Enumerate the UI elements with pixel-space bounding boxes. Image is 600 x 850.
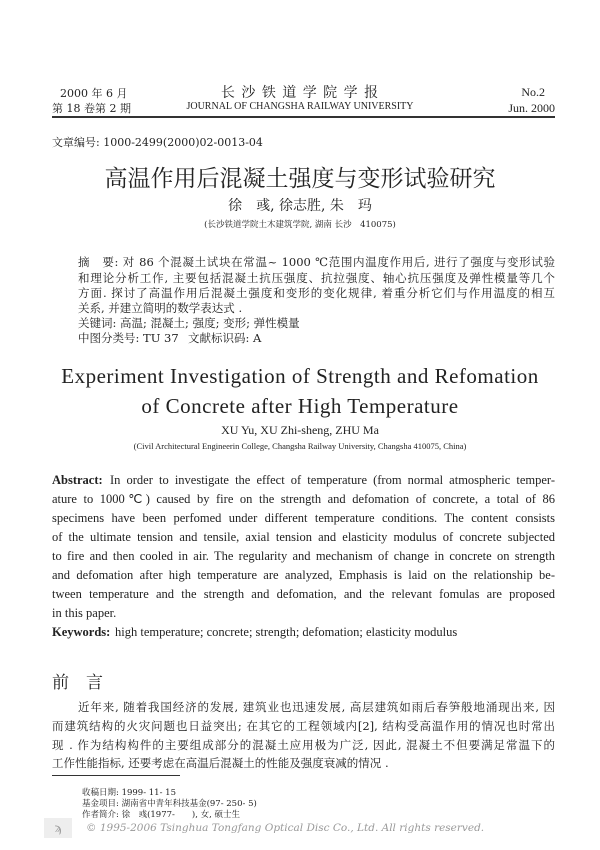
abstract-cn-line: 关系, 并建立简明的数学表达式 . bbox=[78, 301, 243, 315]
authors-en: XU Yu, XU Zhi-sheng, ZHU Ma bbox=[221, 423, 379, 437]
publisher-logo-icon: ϡ bbox=[44, 818, 72, 838]
abstract-en-line: specimens have been perfomed under different temperature conditions. The content consists bbox=[52, 511, 555, 525]
footnote-rule bbox=[52, 775, 180, 776]
copyright-notice: © 1995-2006 Tsinghua Tongfang Optical Disc Co., Ltd. All rights reserved. bbox=[86, 822, 485, 834]
section-heading-introduction: 前 言 bbox=[52, 673, 103, 693]
abstract-cn-line: 和理论分析工作, 主要包括混凝土抗压强度、抗拉强度、轴心抗压强度及弹性模量等几个 bbox=[78, 271, 555, 285]
keywords-cn: 关键词: 高温; 混凝土; 强度; 变形; 弹性模量 bbox=[78, 316, 300, 330]
volume-cn: 第 18 卷第 2 期 bbox=[52, 102, 131, 115]
intro-line: 现 . 作为结构构件的主要组成部分的混凝土应用极为广泛, 因此, 混凝土不但要满足常温下的 bbox=[52, 738, 555, 752]
title-cn: 高温作用后混凝土强度与变形试验研究 bbox=[104, 166, 496, 192]
affiliation-cn: (长沙铁道学院土木建筑学院, 湖南 长沙 410075) bbox=[204, 220, 396, 230]
authors-cn: 徐 彧, 徐志胜, 朱 玛 bbox=[228, 198, 372, 214]
abstract-en-line: to fire and then cooled in air. The regularity and mechanism of change in concrete on strength bbox=[52, 549, 555, 563]
abstract-label: Abstract: bbox=[52, 473, 103, 487]
keywords-en: high temperature; concrete; strength; defomation; elasticity modulus bbox=[115, 625, 458, 639]
abstract-en-line: and defomation after high temperature are analyzed, Emphasis is laid on the relationship be- bbox=[52, 568, 555, 582]
keywords-label: Keywords: bbox=[52, 625, 111, 639]
abstract-cn-line: 方面. 探讨了高温作用后混凝土强度和变形的变化规律, 着重分析它们与作用温度的相互 bbox=[78, 286, 555, 300]
abstract-en-line: In order to investigate the effect of temperature (from normal atmospheric temper- bbox=[110, 473, 555, 487]
abstract-en-line: ature to 1000℃) caused by fire on the strength and defomation of concrete, a total of 86 bbox=[52, 492, 555, 506]
classification-number: 中图分类号: TU 37 bbox=[78, 331, 179, 345]
title-en-line: of Concrete after High Temperature bbox=[141, 394, 459, 418]
document-code: 文献标识码: A bbox=[188, 331, 262, 345]
abstract-cn-line: 摘 要: 对 86 个混凝土试块在常温~ 1000 ℃范围内温度作用后, 进行了强度与变形试验 bbox=[78, 255, 555, 269]
intro-line: 近年来, 随着我国经济的发展, 建筑业也迅速发展, 高层建筑如雨后春笋般地涌现出来, 因 bbox=[78, 700, 555, 714]
intro-line: 而建筑结构的火灾问题也日益突出; 在其它的工程领域内[2], 结构受高温作用的情况也时常出 bbox=[52, 719, 555, 733]
footnote-received: 收稿日期: 1999- 11- 15 bbox=[82, 788, 176, 798]
abstract-en-line: tween temperature and the strength and defomation, and the relevant fomulas are proposed bbox=[52, 587, 555, 601]
article-id: 文章编号: 1000-2499(2000)02-0013-04 bbox=[52, 136, 263, 149]
journal-name-en: JOURNAL OF CHANGSHA RAILWAY UNIVERSITY bbox=[186, 101, 414, 112]
footnote-author: 作者简介: 徐 彧(1977- ), 女, 硕士生 bbox=[82, 810, 241, 820]
intro-line: 工作性能指标, 还要考虑在高温后混凝土的性能及强度衰减的情况 . bbox=[52, 756, 389, 770]
title-en-line: Experiment Investigation of Strength and Refomation bbox=[61, 364, 539, 388]
affiliation-en: (Civil Architectural Engineerin College, Changsha Railway University, Changsha 410075, China) bbox=[133, 441, 467, 451]
issue-date-cn: 2000 年 6 月 bbox=[60, 87, 128, 100]
header-rule bbox=[52, 116, 555, 118]
journal-name-cn: 长 沙 铁 道 学 院 学 报 bbox=[220, 85, 380, 101]
issue-date-en: Jun. 2000 bbox=[508, 101, 555, 115]
issue-number: No.2 bbox=[521, 85, 545, 99]
abstract-en-line: of the ultimate tension and tensile, axial tension and elasticity modulus of concrete subjected bbox=[52, 530, 555, 544]
abstract-en-line: in this paper. bbox=[52, 606, 117, 620]
footnote-funding: 基金项目: 湖南省中青年科技基金(97- 250- 5) bbox=[82, 799, 257, 809]
